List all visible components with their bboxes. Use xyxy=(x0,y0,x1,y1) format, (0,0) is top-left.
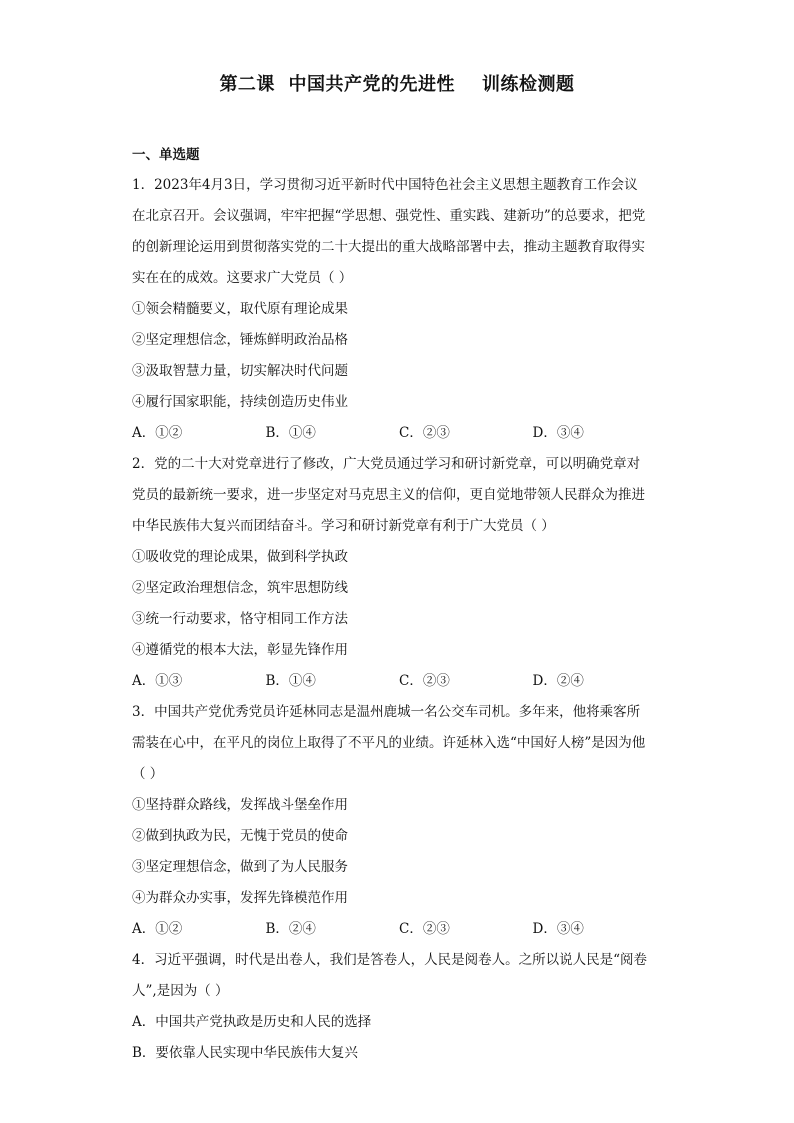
question-option: ②坚定政治理想信念，筑牢思想防线 xyxy=(132,580,348,596)
question-option: ①领会精髓要义，取代原有理论成果 xyxy=(132,301,348,317)
answer-choice[interactable]: B．①④ xyxy=(265,673,316,689)
answer-choices-row xyxy=(132,914,666,945)
question-block xyxy=(132,170,666,449)
question-option: ④遵循党的根本大法，彰显先锋作用 xyxy=(132,642,348,658)
question-stem-line: 人”,是因为（ ） xyxy=(132,983,229,999)
answer-choices-row xyxy=(132,418,666,449)
page-title: 第二课 中国共产党的先进性 训练检测题 xyxy=(219,74,575,95)
answer-choice[interactable]: C．②③ xyxy=(399,921,450,937)
question-stem-line: （ ） xyxy=(132,766,164,782)
answer-choice[interactable]: B．②④ xyxy=(265,921,316,937)
question-option: ①坚持群众路线，发挥战斗堡垒作用 xyxy=(132,797,348,813)
question-stem-line: 的创新理论运用到贯彻落实党的二十大提出的重大战略部署中去，推动主题教育取得实 xyxy=(132,239,645,255)
question-option: ③坚定理想信念，做到了为人民服务 xyxy=(132,859,348,875)
question-stem-line: 在北京召开。会议强调，牢牢把握“学思想、强党性、重实践、建新功”的总要求，把党 xyxy=(132,208,646,224)
questions-container xyxy=(132,170,666,1069)
answer-choice[interactable]: A．①② xyxy=(132,425,183,441)
question-option: ①吸收党的理论成果，做到科学执政 xyxy=(132,549,348,565)
answer-choice[interactable]: D．③④ xyxy=(532,425,584,441)
answer-choice[interactable]: B．①④ xyxy=(265,425,316,441)
question-list xyxy=(132,146,666,1069)
answer-choice[interactable]: C．②③ xyxy=(399,425,450,441)
question-option: ③汲取智慧力量，切实解决时代问题 xyxy=(132,363,348,379)
question-option: A．中国共产党执政是历史和人民的选择 xyxy=(132,1014,372,1030)
question-stem-line: 1．2023年4月3日，学习贯彻习近平新时代中国特色社会主义思想主题教育工作会议 xyxy=(132,177,638,193)
section-heading: 一、单选题 xyxy=(132,147,200,163)
question-block xyxy=(132,449,666,697)
question-option: ④为群众办实事，发挥先锋模范作用 xyxy=(132,890,348,906)
question-option: ②做到执政为民，无愧于党员的使命 xyxy=(132,828,348,844)
answer-choice[interactable]: A．①② xyxy=(132,921,183,937)
question-block xyxy=(132,697,666,945)
answer-choice[interactable]: D．②④ xyxy=(532,673,584,689)
question-stem-line: 需装在心中，在平凡的岗位上取得了不平凡的业绩。许延林入选“中国好人榜”是因为他 xyxy=(132,735,646,751)
question-stem-line: 实在在的成效。这要求广大党员（ ） xyxy=(132,270,353,286)
question-option: ③统一行动要求，恪守相同工作方法 xyxy=(132,611,348,627)
answer-choice[interactable]: C．②③ xyxy=(399,673,450,689)
question-option: B．要依靠人民实现中华民族伟大复兴 xyxy=(132,1045,358,1061)
question-stem-line: 党员的最新统一要求，进一步坚定对马克思主义的信仰，更自觉地带领人民群众为推进 xyxy=(132,487,645,503)
answer-choices-row xyxy=(132,666,666,697)
question-stem-line: 中华民族伟大复兴而团结奋斗。学习和研讨新党章有利于广大党员（ ） xyxy=(132,518,555,534)
answer-choice[interactable]: D．③④ xyxy=(532,921,584,937)
question-stem-line: 3．中国共产党优秀党员许延林同志是温州鹿城一名公交车司机。多年来，他将乘客所 xyxy=(132,704,641,720)
question-stem-line: 4．习近平强调，时代是出卷人，我们是答卷人，人民是阅卷人。之所以说人民是“阅卷 xyxy=(132,952,647,968)
question-option: ④履行国家职能，持续创造历史伟业 xyxy=(132,394,348,410)
question-block xyxy=(132,945,666,1069)
answer-choice[interactable]: A．①③ xyxy=(132,673,183,689)
question-stem-line: 2．党的二十大对党章进行了修改，广大党员通过学习和研讨新党章，可以明确党章对 xyxy=(132,456,641,472)
question-option: ②坚定理想信念，锤炼鲜明政治品格 xyxy=(132,332,348,348)
